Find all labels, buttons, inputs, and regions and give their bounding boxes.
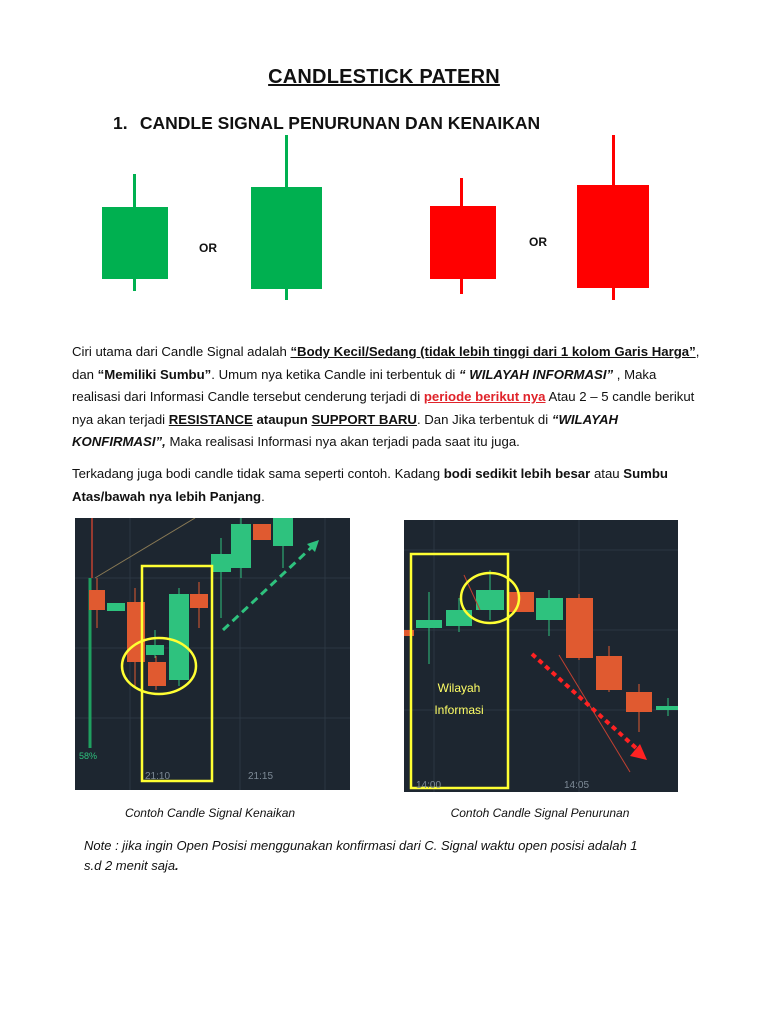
text: Atau 2 – 5 candle berikut nya akan terjadi bbox=[72, 389, 695, 427]
text: Maka realisasi Informasi nya akan terjadi pada saat itu juga. bbox=[165, 434, 520, 449]
text: , dan bbox=[72, 344, 700, 382]
red-candle-large-body bbox=[577, 185, 649, 288]
time-label-2: 14:05 bbox=[564, 780, 590, 791]
section-heading-text: CANDLE SIGNAL PENURUNAN DAN KENAIKAN bbox=[139, 113, 541, 133]
chart-penurunan-svg bbox=[404, 520, 678, 792]
text: . bbox=[261, 488, 265, 504]
time-label-1: 21:10 bbox=[145, 771, 171, 782]
bold-text: RESISTANCE bbox=[168, 411, 253, 427]
chart-penurunan-screenshot bbox=[404, 520, 678, 792]
bold-text: ataupun bbox=[252, 411, 312, 427]
paragraph-candle-signal bbox=[72, 341, 700, 454]
section-heading bbox=[113, 113, 540, 134]
red-candle-small-body bbox=[430, 206, 496, 279]
time-label-1: 14:00 bbox=[416, 780, 442, 791]
bold-text: “Memiliki Sumbu” bbox=[97, 366, 212, 382]
note-end: . bbox=[175, 858, 179, 873]
bold-text: SUPPORT BARU bbox=[311, 411, 417, 427]
text: . Umum nya ketika Candle ini terbentuk di bbox=[211, 366, 459, 382]
percent-label: 58% bbox=[79, 751, 98, 761]
paragraph-body-variation bbox=[72, 463, 700, 508]
wilayah-informasi-box bbox=[411, 554, 508, 788]
red-underlined-text: periode berikut nya bbox=[423, 389, 546, 404]
caption-right: Contoh Candle Signal Penurunan bbox=[450, 806, 630, 820]
text: Ciri utama dari Candle Signal adalah bbox=[72, 344, 291, 359]
note-text: Note : jika ingin Open Posisi menggunakan konfirmasi dari C. Signal waktu open posisi adalah 1 s.d 2 menit saja bbox=[84, 838, 638, 873]
bold-italic-text: “ WILAYAH INFORMASI” bbox=[459, 366, 614, 382]
document-title: CANDLESTICK PATERN bbox=[268, 66, 500, 88]
candles bbox=[89, 518, 293, 690]
text: . Dan Jika terbentuk di bbox=[416, 411, 552, 427]
bold-text: “Body Kecil/Sedang (tidak lebih tinggi dari 1 kolom Garis Harga” bbox=[290, 344, 696, 359]
time-label-2: 21:15 bbox=[248, 771, 274, 782]
bold-italic-text: “WILAYAH KONFIRMASI”, bbox=[72, 411, 619, 449]
trend-line bbox=[95, 518, 195, 578]
bold-text: Sumbu Atas/bawah nya lebih Panjang bbox=[72, 466, 668, 504]
green-candle-large-body bbox=[251, 187, 322, 289]
chart-kenaikan-svg bbox=[75, 518, 350, 790]
text: , Maka realisasi dari Informasi Candle tersebut cenderung terjadi di bbox=[72, 366, 657, 404]
text: Terkadang juga bodi candle tidak sama seperti contoh. Kadang bbox=[72, 466, 444, 481]
note bbox=[84, 836, 644, 876]
box-label-line2: Informasi bbox=[434, 703, 484, 717]
chart-kenaikan-screenshot bbox=[75, 518, 350, 790]
bold-text: bodi sedikit lebih besar bbox=[443, 466, 591, 481]
box-label-line1: Wilayah bbox=[437, 681, 481, 695]
or-label-right: OR bbox=[529, 235, 547, 249]
green-candle-small-body bbox=[102, 207, 168, 279]
text: atau bbox=[590, 466, 624, 481]
caption-left: Contoh Candle Signal Kenaikan bbox=[124, 806, 296, 820]
section-number: 1. bbox=[113, 113, 128, 133]
or-label-left: OR bbox=[199, 241, 217, 255]
